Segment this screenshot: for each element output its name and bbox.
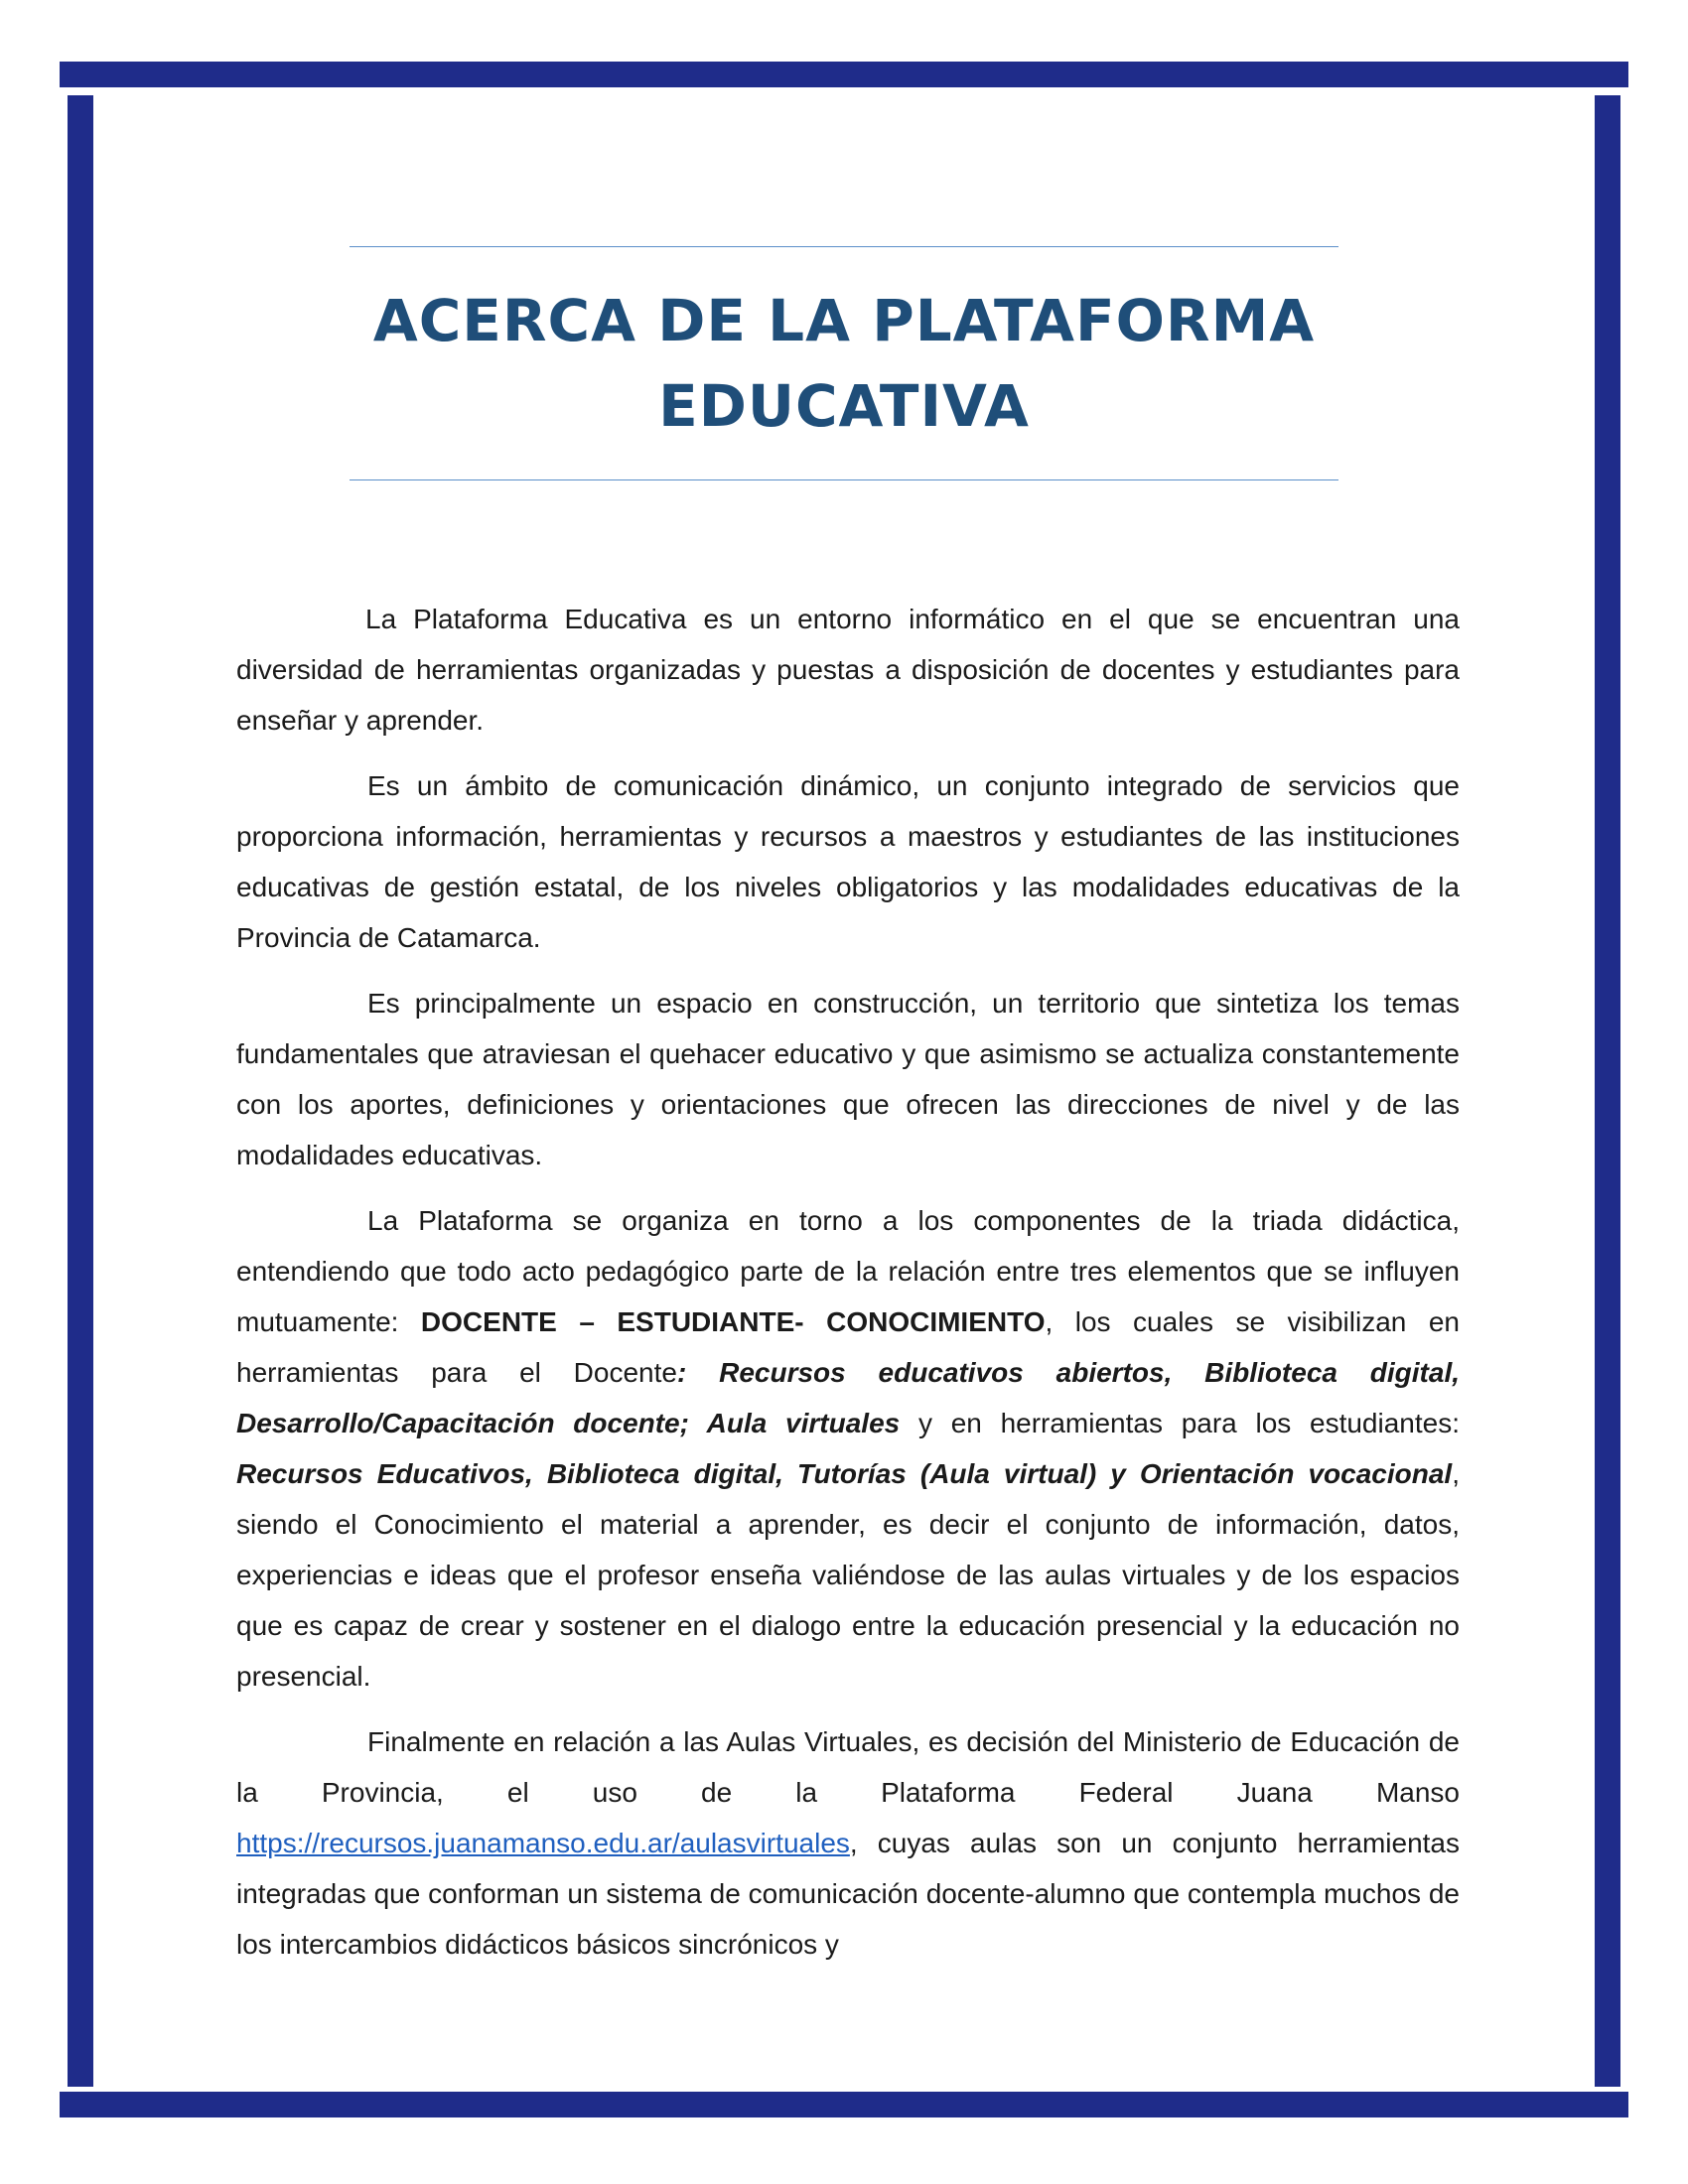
paragraph-5-end: , cuyas aulas son un conjunto herramientas integradas que conforman un sistema de comunicación docente-alumno que contempla muchos de los intercambios didácticos básicos sincrónicos y: [236, 1828, 1460, 1960]
document-body: [236, 594, 1460, 1970]
title-rule-top: [350, 246, 1338, 247]
page-title: ACERCA DE LA PLATAFORMA EDUCATIVA: [372, 287, 1316, 440]
paragraph-1: La Plataforma Educativa es un entorno informático en el que se encuentran una diversidad de herramientas organizadas y puestas a disposición de docentes y estudiantes para enseñar y aprender.: [236, 604, 1460, 736]
page-border-left: [64, 95, 97, 2087]
teacher-tools-text: : Recursos educativos abiertos, Biblioteca digital, Desarrollo/Capacitación docente; Aula virtuales: [236, 1357, 1460, 1438]
paragraph-5: [236, 1716, 1460, 1970]
paragraph-4-end: , siendo el Conocimiento el material a aprender, es decir el conjunto de información, datos, experiencias e ideas que el profesor enseña valiéndose de las aulas virtuales y de los espacios que es capaz de crear y sostener en el dialogo entre la educación presencial y la educación no presencial.: [236, 1458, 1460, 1692]
paragraph-3: Es principalmente un espacio en construcción, un territorio que sintetiza los temas fundamentales que atraviesan el quehacer educativo y que asimismo se actualiza constantemente con los aportes, definiciones y orientaciones que ofrecen las direcciones de nivel y de las modalidades educativas.: [236, 988, 1460, 1170]
paragraph-4: [236, 1195, 1460, 1702]
student-tools-text: Recursos Educativos, Biblioteca digital, Tutorías (Aula virtual) y Orientación vocacional: [236, 1458, 1453, 1489]
title-rule-bottom: [350, 479, 1338, 480]
paragraph-2: Es un ámbito de comunicación dinámico, un conjunto integrado de servicios que proporciona información, herramientas y recursos a maestros y estudiantes de las instituciones educativas de gestión estatal, de los niveles obligatorios y las modalidades educativas de la Provincia de Catamarca.: [236, 770, 1460, 953]
paragraph-5-intro: Finalmente en relación a las Aulas Virtuales, es decisión del Ministerio de Educación de la Provincia, el uso de la Plataforma Federal Juana Manso: [236, 1726, 1460, 1808]
paragraph-4-intro: La Plataforma se organiza en torno a los componentes de la triada didáctica, entendiendo que todo acto pedagógico parte de la relación entre tres elementos que se influyen mutuamente:: [236, 1205, 1460, 1337]
paragraph-4-mid1: , los cuales se visibilizan en herramientas para el Docente: [236, 1306, 1461, 1388]
triad-text: DOCENTE – ESTUDIANTE- CONOCIMIENTO: [420, 1306, 1046, 1337]
juana-manso-link[interactable]: https://recursos.juanamanso.edu.ar/aulasvirtuales: [236, 1828, 850, 1858]
paragraph-4-mid2: y en herramientas para los estudiantes:: [900, 1408, 1460, 1438]
page-border-right: [1591, 95, 1624, 2087]
page-border-bottom: [60, 2090, 1628, 2123]
page-border-top: [60, 60, 1628, 93]
